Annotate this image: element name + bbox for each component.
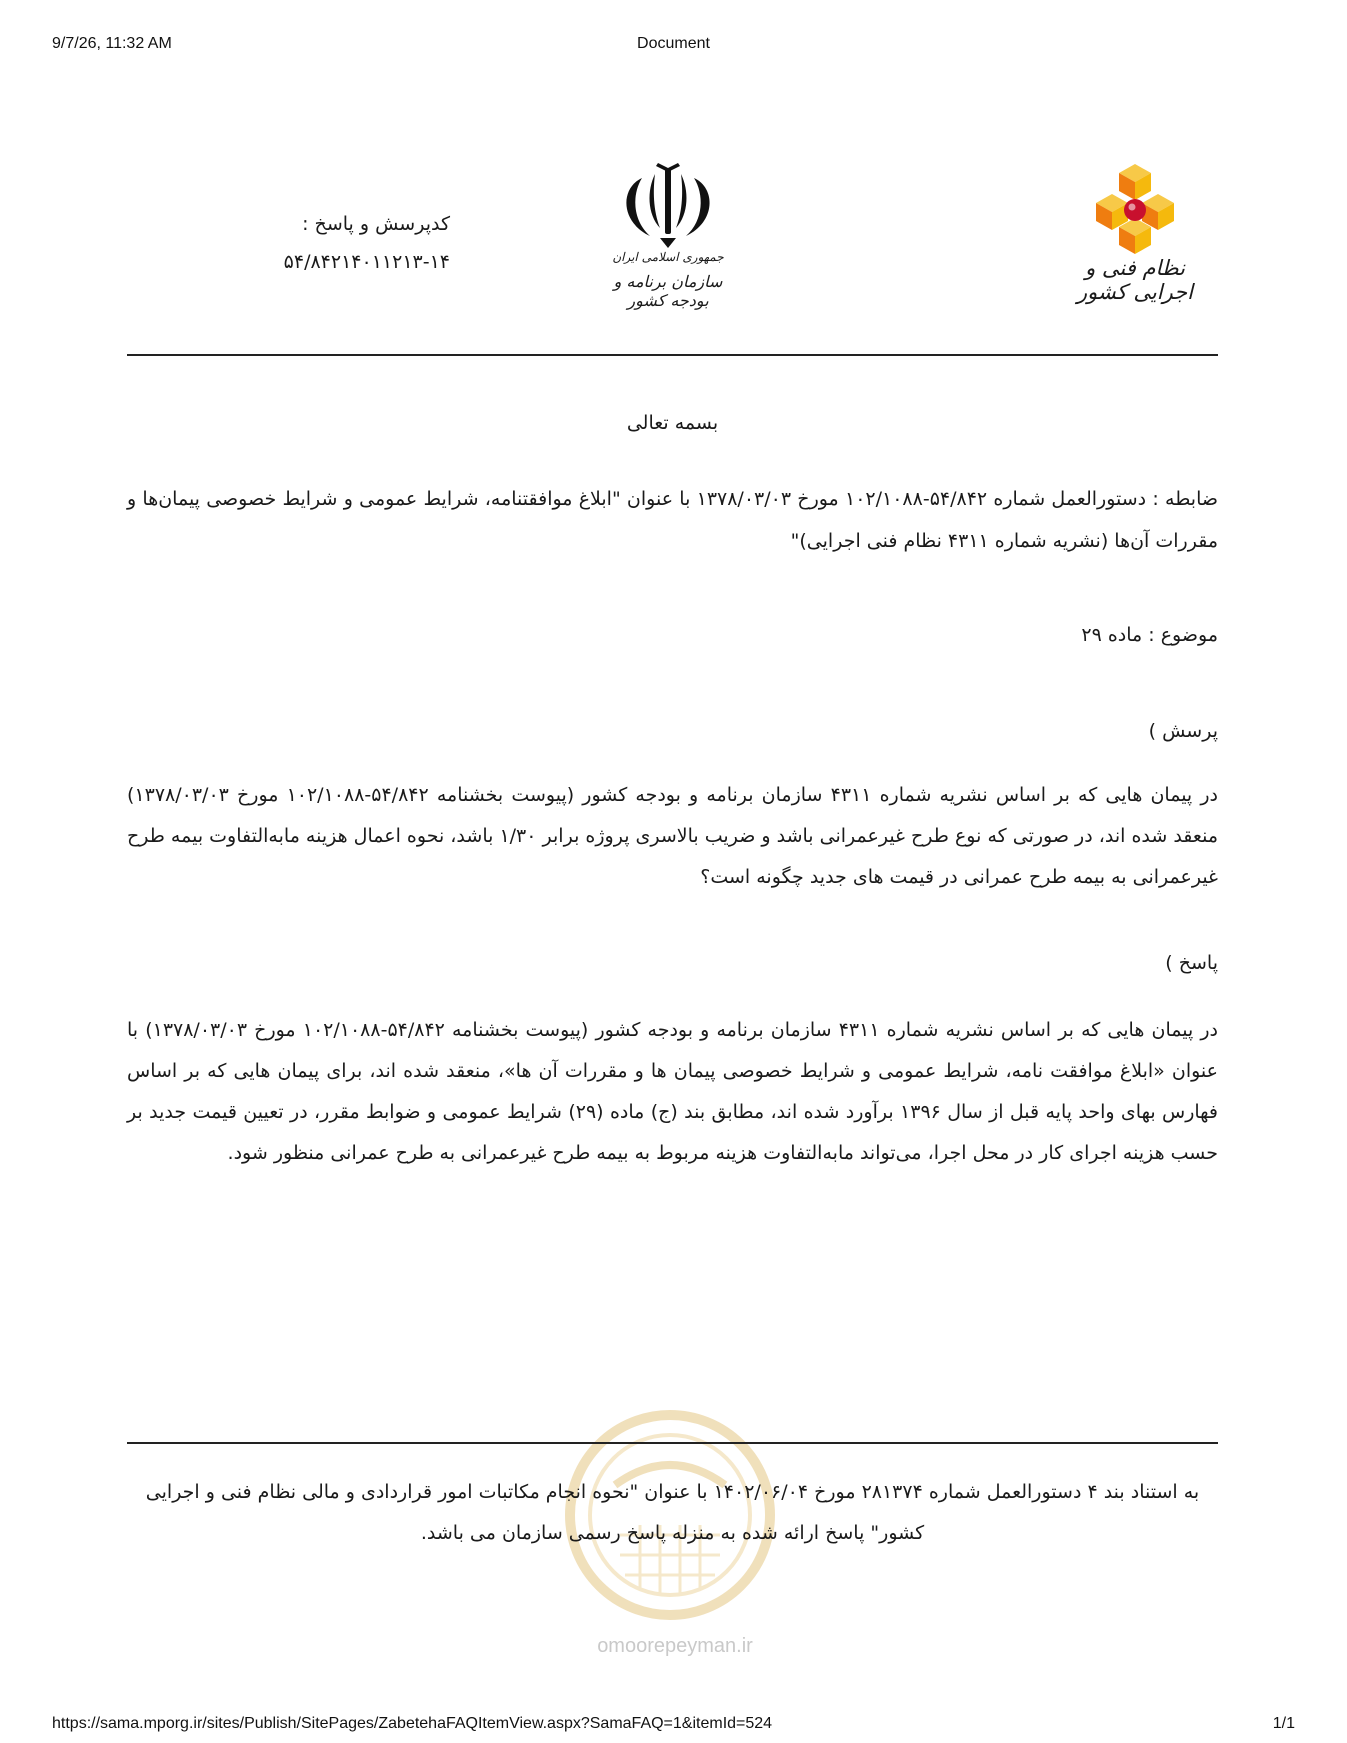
subject-line: موضوع : ماده ۲۹ [1081,624,1218,646]
answer-text: در پیمان هایی که بر اساس نشریه شماره ۴۳۱۱ سازمان برنامه و بودجه کشور (پیوست بخشنامه ۵۴/۸۴۲-۱۰۲/۱۰۸۸ مورخ ۱۳۷۸/۰۳/۰۳) با عنوان «ابلاغ موافقت نامه، شرایط عمومی و شرایط خصوصی پیمان ها و مقررات آن ها»، منعقد شده اند، برای پیمان هایی که بر اساس فهارس بهای واحد پایه قبل از سال ۱۳۹۶ برآورد شده اند، مطابق بند (ج) ماده (۲۹) شرایط عمومی و ضوابط مقرر، در تعیین قیمت جدید بر حسب هزینه اجرای کار در محل اجرا، می‌تواند مابه‌التفاوت هزینه مربوط به بیمه طرح غیرعمرانی به طرح عمرانی منظور شود. [127,1019,1219,1164]
emblem-line2: سازمان برنامه و بودجه کشور [613,272,723,310]
iran-emblem-icon [598,160,738,250]
print-page-number: 1/1 [1272,1715,1295,1732]
regulation-reference: ضابطه : دستورالعمل شماره ۵۴/۸۴۲-۱۰۲/۱۰۸۸ مورخ ۱۳۷۸/۰۳/۰۳ با عنوان "ابلاغ موافقتنامه، شرایط عمومی و شرایط خصوصی پیمان‌ها و مقررات آن‌ها (نشریه شماره ۴۳۱۱ نظام فنی اجرایی)" [127,488,1219,552]
question-label: پرسش ) [1148,720,1218,742]
print-datetime: 9/7/26, 11:32 AM [52,35,172,52]
faq-code-value: ۵۴/۸۴۲۱۴۰۱۱۲۱۳-۱۴ [283,251,450,273]
technical-system-logo [1060,160,1210,304]
logo-text: نظام فنی و اجرایی کشور [1077,256,1193,304]
print-title: Document [637,35,710,52]
iran-emblem [598,160,738,310]
question-text: در پیمان هایی که بر اساس نشریه شماره ۴۳۱۱ سازمان برنامه و بودجه کشور (پیوست بخشنامه ۵۴/۸۴۲-۱۰۲/۱۰۸۸ مورخ ۱۳۷۸/۰۳/۰۳) منعقد شده اند، در صورتی که نوع طرح غیرعمرانی باشد و ضریب بالاسری پروژه برابر ۱/۳۰ باشد، نحوه اعمال هزینه مابه‌التفاوت بیمه طرح غیرعمرانی به بیمه طرح عمرانی در قیمت های جدید چگونه است؟ [127,784,1219,888]
cube-logo-icon [1060,160,1210,255]
answer-label: پاسخ ) [1165,952,1218,974]
print-url: https://sama.mporg.ir/sites/Publish/SitePages/ZabetehaFAQItemView.aspx?SamaFAQ=1&itemId=524 [52,1715,773,1732]
faq-code-block [230,205,450,281]
emblem-line1: جمهوری اسلامی ایران [612,250,724,264]
bismillah: بسمه تعالی [626,412,719,434]
official-response-note: به استناد بند ۴ دستورالعمل شماره ۲۸۱۳۷۴ مورخ ۱۴۰۲/۰۶/۰۴ با عنوان "نحوه انجام مکاتبات امور قراردادی و مالی نظام فنی و اجرایی کشور" پاسخ ارائه شده به منزله پاسخ رسمی سازمان می باشد. [145,1481,1200,1544]
faq-code-label: کدپرسش و پاسخ : [302,213,450,235]
header-divider [127,354,1218,356]
watermark-url: omoorepeyman.ir [597,1635,753,1657]
footer-divider [127,1442,1218,1444]
